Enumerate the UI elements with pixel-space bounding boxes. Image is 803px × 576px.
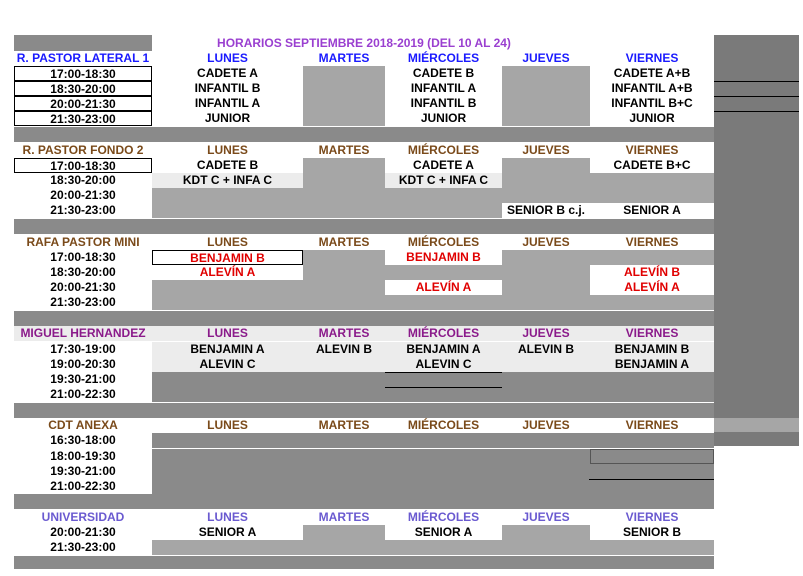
schedule-cell bbox=[152, 387, 303, 402]
schedule-cell: KDT C + INFA C bbox=[385, 173, 502, 188]
section-header bbox=[14, 143, 714, 158]
schedule-cell bbox=[590, 188, 714, 203]
day-header: MIÉRCOLES bbox=[385, 143, 502, 158]
schedule-cell bbox=[303, 540, 385, 555]
schedule-cell bbox=[502, 525, 590, 540]
schedule-cell bbox=[152, 464, 303, 479]
schedule-cell bbox=[152, 372, 303, 387]
table-row bbox=[14, 96, 714, 111]
schedule-cell: INFANTIL A bbox=[385, 81, 502, 96]
section-header bbox=[14, 51, 714, 66]
schedule-cell: SENIOR B c.j. bbox=[502, 203, 590, 218]
schedule-cell bbox=[502, 464, 590, 479]
day-header: LUNES bbox=[152, 143, 303, 158]
section-header bbox=[14, 326, 714, 341]
schedule-cell: ALEVIN B bbox=[303, 342, 385, 357]
schedule-cell bbox=[502, 295, 590, 310]
schedule-cell bbox=[303, 280, 385, 295]
venue-name: CDT ANEXA bbox=[14, 418, 152, 433]
cell-border bbox=[714, 111, 799, 112]
time-slot: 19:30-21:00 bbox=[14, 464, 152, 479]
schedule-cell bbox=[303, 66, 385, 81]
schedule-cell bbox=[590, 449, 714, 464]
day-header: MARTES bbox=[303, 326, 385, 341]
section-separator bbox=[14, 127, 714, 142]
schedule-cell bbox=[303, 464, 385, 479]
time-slot: 21:30-23:00 bbox=[14, 203, 152, 218]
schedule-cell: CADETE A bbox=[152, 66, 303, 81]
venue-name: R. PASTOR LATERAL 1 bbox=[14, 51, 152, 66]
schedule-cell bbox=[385, 188, 502, 203]
table-row bbox=[14, 464, 714, 479]
schedule-cell bbox=[385, 449, 502, 464]
schedule-cell bbox=[502, 280, 590, 295]
schedule-cell bbox=[303, 387, 385, 402]
schedule-cell: BENJAMIN A bbox=[152, 342, 303, 357]
cell-border bbox=[589, 479, 714, 480]
schedule-cell bbox=[502, 433, 590, 448]
schedule-cell: JUNIOR bbox=[152, 111, 303, 126]
time-slot: 18:00-19:30 bbox=[14, 449, 152, 464]
schedule-cell bbox=[590, 479, 714, 494]
day-header: JUEVES bbox=[502, 510, 590, 525]
table-row bbox=[14, 525, 714, 540]
schedule-cell bbox=[303, 203, 385, 218]
schedule-cell bbox=[502, 96, 590, 111]
day-header: VIERNES bbox=[590, 418, 714, 433]
schedule-cell bbox=[385, 540, 502, 555]
day-header: JUEVES bbox=[502, 326, 590, 341]
schedule-cell: ALEVÍN A bbox=[385, 280, 502, 295]
schedule-cell bbox=[303, 449, 385, 464]
table-row bbox=[14, 280, 714, 295]
day-header: JUEVES bbox=[502, 143, 590, 158]
schedule-cell: BENJAMIN B bbox=[152, 250, 303, 265]
day-header: MIÉRCOLES bbox=[385, 326, 502, 341]
schedule-cell: JUNIOR bbox=[385, 111, 502, 126]
table-row bbox=[14, 188, 714, 203]
table-row bbox=[14, 111, 714, 126]
schedule-cell bbox=[590, 433, 714, 448]
table-row bbox=[14, 66, 714, 81]
schedule-cell bbox=[590, 540, 714, 555]
table-row bbox=[14, 173, 714, 188]
table-row bbox=[14, 265, 714, 280]
time-slot: 17:00-18:30 bbox=[14, 250, 152, 265]
schedule-cell bbox=[303, 433, 385, 448]
schedule-cell bbox=[590, 250, 714, 265]
venue-name: UNIVERSIDAD bbox=[14, 510, 152, 525]
time-slot: 20:00-21:30 bbox=[14, 96, 152, 111]
table-row bbox=[14, 342, 714, 357]
schedule-cell bbox=[152, 449, 303, 464]
table-row bbox=[14, 203, 714, 218]
section-header bbox=[14, 235, 714, 250]
schedule-cell: CADETE B bbox=[152, 158, 303, 173]
time-slot: 21:30-23:00 bbox=[14, 295, 152, 310]
schedule-cell: ALEVÍN A bbox=[590, 280, 714, 295]
schedule-cell bbox=[303, 372, 385, 387]
day-header: VIERNES bbox=[590, 143, 714, 158]
schedule-cell: SENIOR A bbox=[152, 525, 303, 540]
schedule-cell bbox=[152, 280, 303, 295]
right-margin-strip bbox=[714, 418, 799, 432]
day-header: VIERNES bbox=[590, 51, 714, 66]
time-slot: 18:30-20:00 bbox=[14, 81, 152, 96]
schedule-cell bbox=[385, 265, 502, 280]
schedule-cell bbox=[502, 250, 590, 265]
cell-border bbox=[385, 387, 502, 388]
schedule-cell: CADETE B+C bbox=[590, 158, 714, 173]
schedule-cell: ALEVIN C bbox=[385, 357, 502, 372]
schedule-cell bbox=[152, 540, 303, 555]
time-slot: 20:00-21:30 bbox=[14, 188, 152, 203]
time-slot: 21:30-23:00 bbox=[14, 540, 152, 555]
time-slot: 21:30-23:00 bbox=[14, 111, 152, 126]
section-separator bbox=[14, 494, 714, 509]
day-header: LUNES bbox=[152, 235, 303, 250]
schedule-cell bbox=[152, 479, 303, 494]
schedule-cell bbox=[385, 464, 502, 479]
table-row bbox=[14, 433, 714, 448]
section-separator bbox=[14, 219, 714, 234]
time-slot: 18:30-20:00 bbox=[14, 173, 152, 188]
schedule-cell bbox=[590, 464, 714, 479]
section-header bbox=[14, 510, 714, 525]
table-row bbox=[14, 158, 714, 173]
venue-name: R. PASTOR FONDO 2 bbox=[14, 143, 152, 158]
cell-border bbox=[385, 372, 502, 373]
schedule-cell bbox=[502, 357, 590, 372]
day-header: LUNES bbox=[152, 326, 303, 341]
schedule-cell bbox=[303, 357, 385, 372]
table-row bbox=[14, 81, 714, 96]
time-slot: 19:30-21:00 bbox=[14, 372, 152, 387]
schedule-cell bbox=[502, 449, 590, 464]
schedule-cell: ALEVIN C bbox=[152, 357, 303, 372]
schedule-cell: CADETE B bbox=[385, 66, 502, 81]
table-row bbox=[14, 295, 714, 310]
table-row bbox=[14, 479, 714, 494]
schedule-cell: ALEVÍN B bbox=[590, 265, 714, 280]
day-header: VIERNES bbox=[590, 510, 714, 525]
venue-name: MIGUEL HERNANDEZ bbox=[14, 326, 152, 341]
schedule-cell bbox=[152, 203, 303, 218]
schedule-cell bbox=[303, 96, 385, 111]
schedule-cell bbox=[385, 372, 502, 387]
time-slot: 16:30-18:00 bbox=[14, 433, 152, 448]
schedule-cell bbox=[385, 387, 502, 402]
day-header: VIERNES bbox=[590, 326, 714, 341]
schedule-cell bbox=[590, 295, 714, 310]
day-header: MARTES bbox=[303, 510, 385, 525]
schedule-cell bbox=[303, 158, 385, 173]
schedule-cell bbox=[303, 173, 385, 188]
venue-name: RAFA PASTOR MINI bbox=[14, 235, 152, 250]
time-slot: 17:00-18:30 bbox=[14, 158, 152, 173]
section-separator bbox=[14, 403, 714, 418]
schedule-cell: CADETE A bbox=[385, 158, 502, 173]
day-header: MIÉRCOLES bbox=[385, 510, 502, 525]
schedule-cell bbox=[303, 295, 385, 310]
schedule-cell bbox=[502, 173, 590, 188]
schedule-cell: INFANTIL B bbox=[385, 96, 502, 111]
table-row bbox=[14, 250, 714, 265]
schedule-cell: BENJAMIN B bbox=[590, 342, 714, 357]
day-header: LUNES bbox=[152, 51, 303, 66]
day-header: MIÉRCOLES bbox=[385, 235, 502, 250]
time-slot: 21:00-22:30 bbox=[14, 479, 152, 494]
time-slot: 20:00-21:30 bbox=[14, 280, 152, 295]
schedule-cell: BENJAMIN A bbox=[385, 342, 502, 357]
day-header: LUNES bbox=[152, 418, 303, 433]
day-header: MIÉRCOLES bbox=[385, 418, 502, 433]
time-slot: 17:00-18:30 bbox=[14, 66, 152, 81]
cell-border bbox=[714, 81, 799, 82]
schedule-cell bbox=[303, 265, 385, 280]
time-slot: 19:00-20:30 bbox=[14, 357, 152, 372]
schedule-cell bbox=[502, 265, 590, 280]
day-header: VIERNES bbox=[590, 235, 714, 250]
day-header: JUEVES bbox=[502, 418, 590, 433]
table-row bbox=[14, 387, 714, 402]
time-slot: 20:00-21:30 bbox=[14, 525, 152, 540]
schedule-cell bbox=[502, 188, 590, 203]
schedule-cell bbox=[502, 540, 590, 555]
time-slot: 17:30-19:00 bbox=[14, 342, 152, 357]
schedule-cell: ALEVIN B bbox=[502, 342, 590, 357]
schedule-cell bbox=[385, 203, 502, 218]
time-slot: 18:30-20:00 bbox=[14, 265, 152, 280]
section-header bbox=[14, 418, 714, 433]
schedule-cell: SENIOR B bbox=[590, 525, 714, 540]
day-header: LUNES bbox=[152, 510, 303, 525]
table-row bbox=[14, 540, 714, 555]
schedule-cell bbox=[502, 158, 590, 173]
schedule-cell bbox=[385, 479, 502, 494]
schedule-cell bbox=[303, 81, 385, 96]
schedule-cell: SENIOR A bbox=[590, 203, 714, 218]
schedule-cell bbox=[385, 433, 502, 448]
table-row bbox=[14, 372, 714, 387]
schedule-cell bbox=[590, 387, 714, 402]
schedule-cell bbox=[152, 433, 303, 448]
schedule-cell: INFANTIL A bbox=[152, 96, 303, 111]
schedule-cell: CADETE A+B bbox=[590, 66, 714, 81]
schedule-cell bbox=[502, 111, 590, 126]
schedule-cell: SENIOR A bbox=[385, 525, 502, 540]
schedule-cell: INFANTIL B+C bbox=[590, 96, 714, 111]
schedule-cell: BENJAMIN B bbox=[385, 250, 502, 265]
schedule-cell: KDT C + INFA C bbox=[152, 173, 303, 188]
day-header: MARTES bbox=[303, 143, 385, 158]
schedule-cell: ALEVÍN A bbox=[152, 265, 303, 280]
day-header: JUEVES bbox=[502, 235, 590, 250]
schedule-cell bbox=[152, 188, 303, 203]
page-title: HORARIOS SEPTIEMBRE 2018-2019 (DEL 10 AL 24) bbox=[217, 36, 511, 50]
bottom-bar bbox=[14, 556, 714, 569]
schedule-cell bbox=[303, 111, 385, 126]
schedule-cell bbox=[385, 295, 502, 310]
day-header: JUEVES bbox=[502, 51, 590, 66]
schedule-cell: INFANTIL B bbox=[152, 81, 303, 96]
schedule-cell bbox=[303, 525, 385, 540]
schedule-cell bbox=[152, 295, 303, 310]
schedule-cell bbox=[502, 372, 590, 387]
day-header: MARTES bbox=[303, 51, 385, 66]
schedule-cell: JUNIOR bbox=[590, 111, 714, 126]
schedule-cell bbox=[590, 372, 714, 387]
schedule-cell bbox=[502, 66, 590, 81]
table-row bbox=[14, 449, 714, 464]
schedule-cell bbox=[303, 479, 385, 494]
schedule-cell bbox=[303, 188, 385, 203]
schedule-cell: INFANTIL A+B bbox=[590, 81, 714, 96]
schedule-cell bbox=[502, 387, 590, 402]
table-row bbox=[14, 357, 714, 372]
cell-border bbox=[714, 96, 799, 97]
schedule-cell bbox=[502, 81, 590, 96]
schedule-cell bbox=[502, 479, 590, 494]
day-header: MIÉRCOLES bbox=[385, 51, 502, 66]
schedule-cell: BENJAMIN A bbox=[590, 357, 714, 372]
day-header: MARTES bbox=[303, 418, 385, 433]
section-separator bbox=[14, 311, 714, 326]
schedule-cell bbox=[303, 250, 385, 265]
time-slot: 21:00-22:30 bbox=[14, 387, 152, 402]
day-header: MARTES bbox=[303, 235, 385, 250]
schedule-cell bbox=[590, 173, 714, 188]
